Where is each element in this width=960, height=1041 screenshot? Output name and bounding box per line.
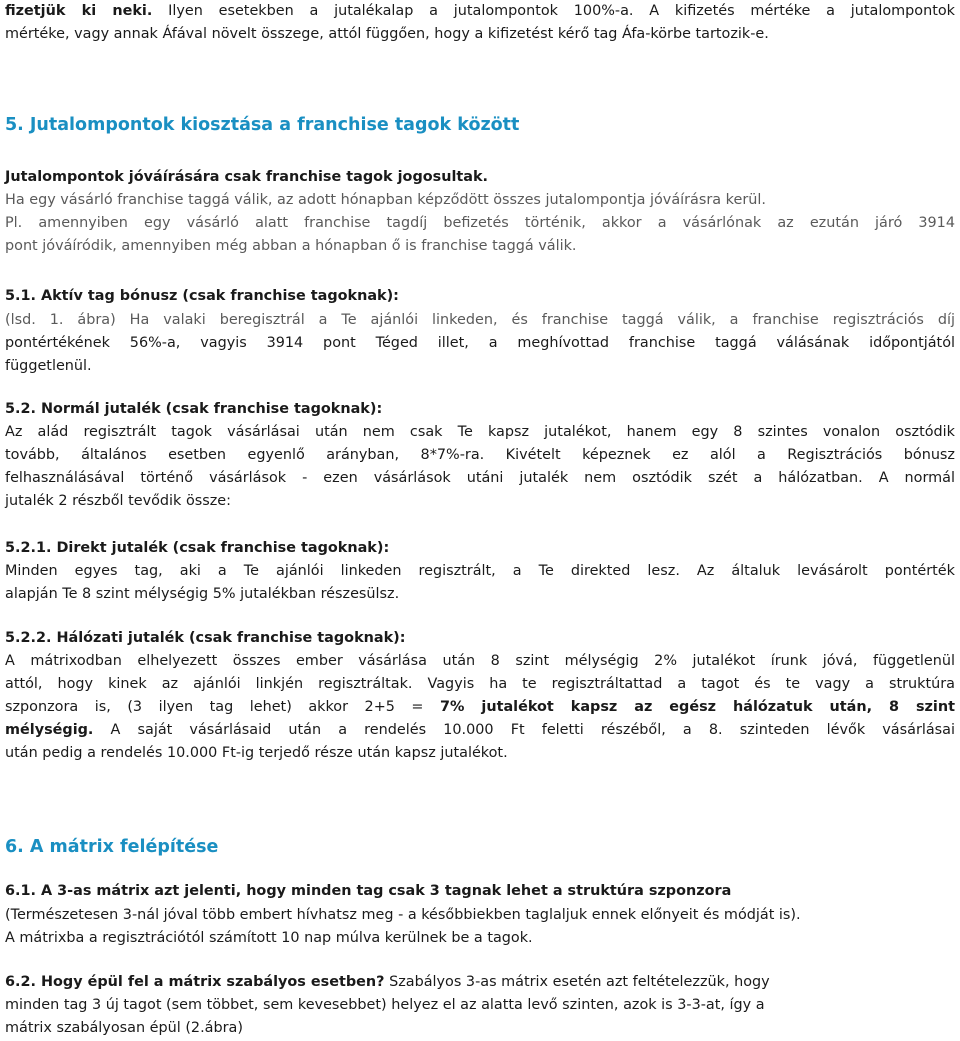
section-6-2-line-2: mátrix szabályosan épül (2.ábra) [5, 1020, 243, 1036]
line-3-plain: szponzora is, (3 ilyen tag lehet) akkor 2+5 = [5, 699, 441, 715]
section-5-line-4: pont jóváíródik, amennyiben még abban a hónapban ő is franchise taggá válik. [5, 238, 577, 254]
intro-text: Ilyen esetekben a jutalékalap a jutalompontok 100%-a. A kifizetés mértéke a jutalompontok [152, 3, 955, 19]
section-5-line-3: Pl. amennyiben egy vásárló alatt franchise tagdíj befizetés történik, akkor a vásárlónak az ezután járó 3914 [5, 215, 955, 231]
section-5-2-2-line-5: után pedig a rendelés 10.000 Ft-ig terjedő része után kapsz jutalékot. [5, 745, 508, 761]
section-5-2-2-line-2: attól, hogy kinek az ajánlói linkjén regisztráltak. Vagyis ha te regisztráltattad a tagot és te vagy a struktúra [5, 676, 955, 692]
section-5-1-heading: 5.1. Aktív tag bónusz (csak franchise tagoknak): [5, 288, 399, 304]
section-5-2-line-2: tovább, általános esetben egyenlő arányban, 8*7%-ra. Kivételt képeznek ez alól a Regisztrációs bónusz [5, 447, 955, 463]
line-4-bold: mélységig. [5, 722, 94, 738]
section-5-bold-line: Jutalompontok jóváírására csak franchise tagok jogosultak. [5, 169, 489, 185]
section-5-1-line-3: függetlenül. [5, 358, 92, 374]
section-5-2-2-line-1: A mátrixodban elhelyezett összes ember vásárlása után 8 szint mélységig 2% jutalékot írunk jóvá, függetlenül [5, 653, 955, 669]
section-5-2-1-line-1: Minden egyes tag, aki a Te ajánlói linkeden regisztrált, a Te direkted lesz. Az általuk levásárolt pontérték [5, 563, 955, 579]
section-5-2-2-line-3 [5, 696, 955, 719]
section-6-1-heading: 6.1. A 3-as mátrix azt jelenti, hogy minden tag csak 3 tagnak lehet a struktúra szponzora [5, 883, 732, 899]
section-5-1-line-2: pontértékének 56%-a, vagyis 3914 pont Téged illet, a meghívottad franchise taggá válásának időpontjától [5, 335, 955, 351]
section-6-2-bold: 6.2. Hogy épül fel a mátrix szabályos esetben? [5, 974, 385, 990]
section-5-2-line-3: felhasználásával történő vásárlások - ezen vásárlások utáni jutalék nem osztódik szét a hálózatban. A normál [5, 470, 955, 486]
section-6-2-line-1: minden tag 3 új tagot (sem többet, sem kevesebbet) helyez el az alatta levő szinten, azok is 3-3-at, így a [5, 997, 765, 1013]
section-5-heading: 5. Jutalompontok kiosztása a franchise tagok között [5, 115, 520, 135]
section-6-2-heading [5, 971, 955, 994]
section-5-2-line-4: jutalék 2 részből tevődik össze: [5, 493, 231, 509]
section-5-2-1-line-2: alapján Te 8 szint mélységig 5% jutalékban részesülsz. [5, 586, 400, 602]
section-5-2-2-line-4 [5, 719, 955, 742]
section-5-2-heading: 5.2. Normál jutalék (csak franchise tagoknak): [5, 401, 383, 417]
section-5-2-line-1: Az alád regisztrált tagok vásárlásai után nem csak Te kapsz jutalékot, hanem egy 8 szintes vonalon osztódik [5, 424, 955, 440]
line-4-plain: A saját vásárlásaid után a rendelés 10.000 Ft feletti részéből, a 8. szinteden lévők vásárlásai [93, 722, 955, 738]
intro-line-2: mértéke, vagy annak Áfával növelt összege, attól függően, hogy a kifizetést kérő tag Áfa-körbe tartozik-e. [5, 26, 769, 42]
section-5-2-1-heading: 5.2.1. Direkt jutalék (csak franchise tagoknak): [5, 540, 390, 556]
line-3-bold: 7% jutalékot kapsz az egész hálózatuk után, 8 szint [440, 699, 955, 715]
section-6-1-line-1: (Természetesen 3-nál jóval több embert hívhatsz meg - a későbbiekben taglaljuk ennek előnyeit és módját is). [5, 907, 801, 923]
section-6-1-line-2: A mátrixba a regisztrációtól számított 10 nap múlva kerülnek be a tagok. [5, 930, 533, 946]
section-5-1-line-1: (lsd. 1. ábra) Ha valaki beregisztrál a Te ajánlói linkeden, és franchise taggá válik, a franchise regisztrációs díj [5, 312, 955, 328]
section-6-heading: 6. A mátrix felépítése [5, 837, 219, 857]
section-5-line-2: Ha egy vásárló franchise taggá válik, az adott hónapban képződött összes jutalompontja jóváírásra kerül. [5, 192, 766, 208]
section-6-2-rest: Szabályos 3-as mátrix esetén azt feltételezzük, hogy [384, 974, 770, 990]
section-5-2-2-heading: 5.2.2. Hálózati jutalék (csak franchise tagoknak): [5, 630, 406, 646]
intro-line-1 [5, 0, 955, 23]
intro-bold: fizetjük ki neki. [5, 3, 153, 19]
